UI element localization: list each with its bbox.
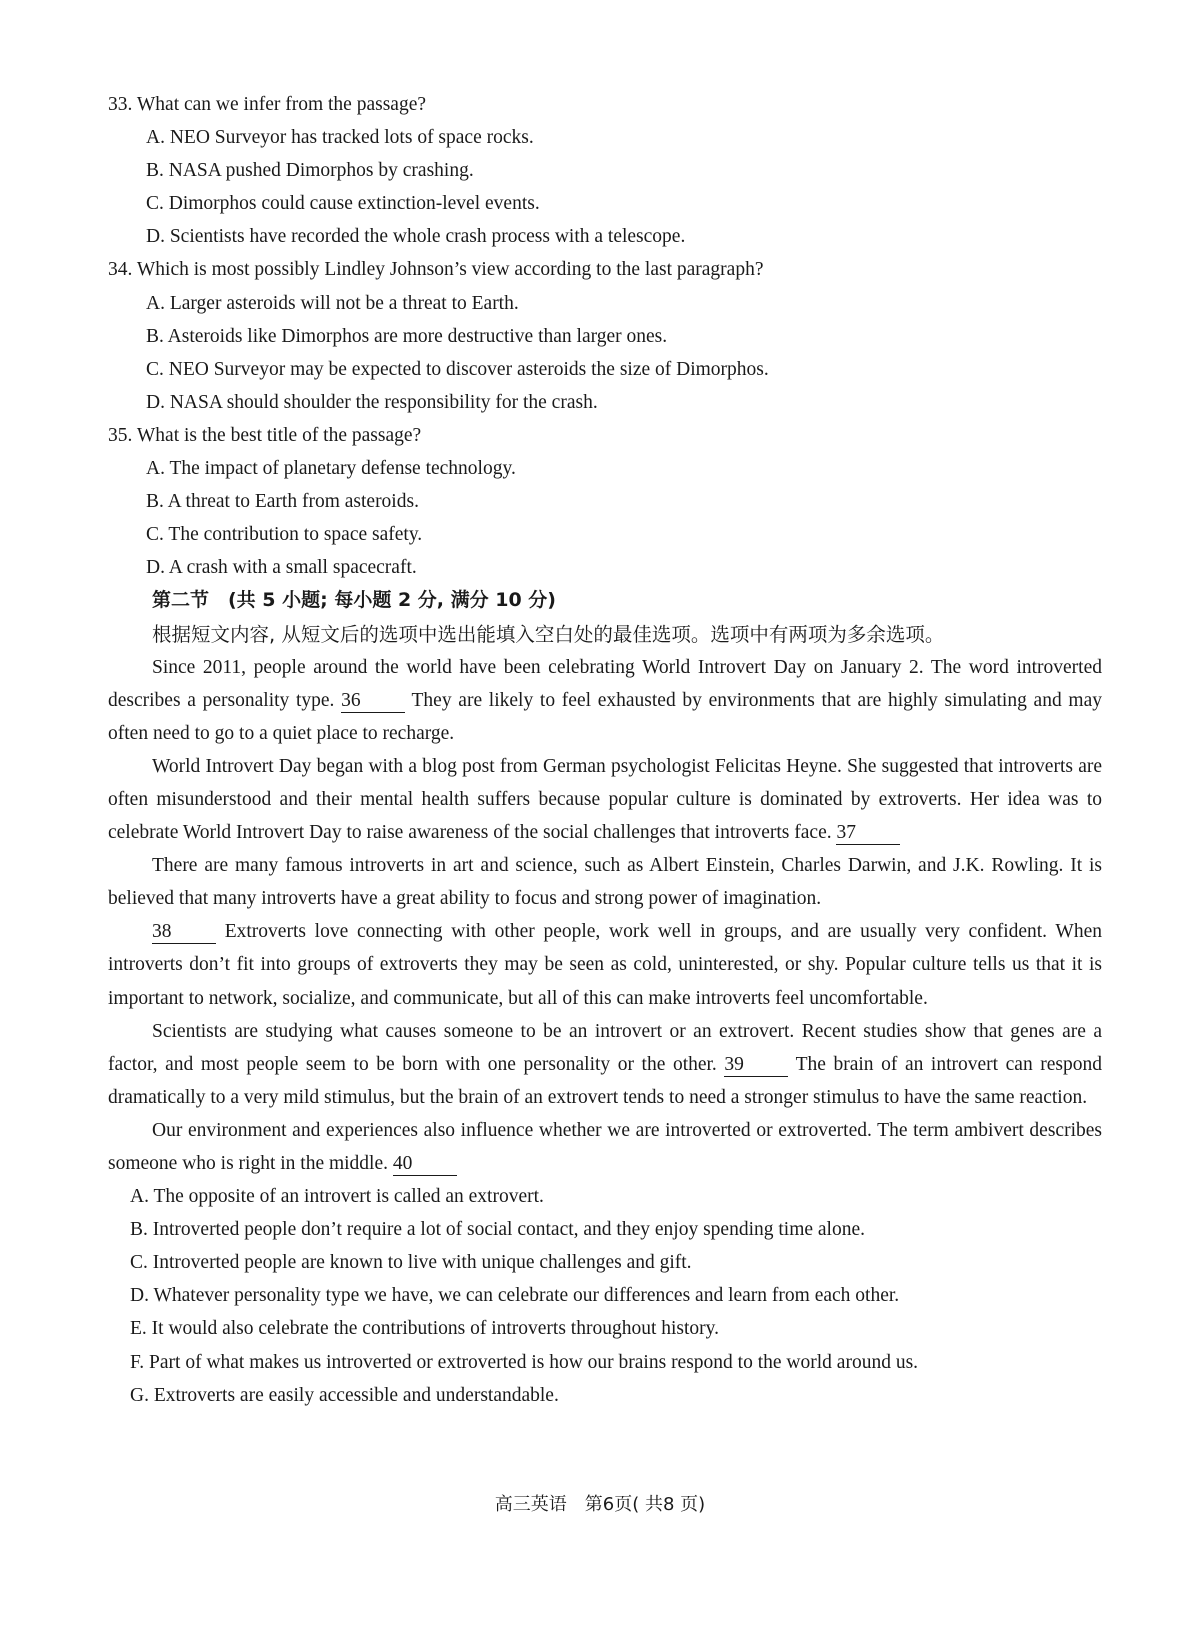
paragraph-text: World Introvert Day began with a blog post from German psychologist Felicitas Heyne. She suggested that introverts are often misunderstood and their mental health suffers because popular culture is dominated by extroverts. Her idea was to celebrate World Introvert Day to raise awareness of the social challenges that introverts face.	[108, 755, 1102, 844]
option-c: C. The contribution to space safety.	[146, 524, 423, 546]
passage	[108, 651, 1102, 1181]
answer-options	[108, 1180, 1102, 1412]
page-footer: 高三英语 第6页( 共8 页)	[494, 1494, 706, 1515]
paragraph-6	[108, 1114, 1102, 1180]
answer-option-e: E. It would also celebrate the contributions of introverts throughout history.	[130, 1318, 720, 1340]
option-c: C. Dimorphos could cause extinction-level events.	[146, 193, 540, 215]
paragraph-4	[108, 915, 1102, 1014]
blank-37: 37	[836, 822, 900, 845]
question-35	[108, 419, 1102, 584]
option-b: B. NASA pushed Dimorphos by crashing.	[146, 160, 474, 182]
question-stem: 33. What can we infer from the passage?	[108, 94, 427, 115]
paragraph-3	[108, 849, 1102, 915]
paragraph-2	[108, 750, 1102, 849]
question-34	[108, 253, 1102, 418]
option-d: D. Scientists have recorded the whole crash process with a telescope.	[146, 226, 686, 248]
blank-36: 36	[341, 690, 405, 713]
answer-option-g: G. Extroverts are easily accessible and understandable.	[130, 1384, 559, 1406]
answer-option-b: B. Introverted people don’t require a lot of social contact, and they enjoy spending time alone.	[130, 1219, 866, 1241]
paragraph-text: Since 2011, people around the world have been celebrating World Introvert Day on January 2. The word introverted describes a personality type.	[108, 656, 1102, 711]
paragraph-5	[108, 1015, 1102, 1114]
paragraph-text: The brain of an introvert can respond dramatically to a very mild stimulus, but the brain of an extrovert tends to need a stronger stimulus to have the same reaction.	[108, 1053, 1103, 1108]
paragraph-text: Scientists are studying what causes someone to be an introvert or an extrovert. Recent studies show that genes are a factor, and most people seem to be born with one personality or the other.	[108, 1020, 1102, 1075]
option-d: D. NASA should shoulder the responsibility for the crash.	[146, 391, 598, 413]
paragraph-1	[108, 651, 1102, 750]
option-a: A. NEO Surveyor has tracked lots of space rocks.	[146, 127, 534, 149]
question-33	[108, 88, 1102, 253]
section-instruction: 根据短文内容, 从短文后的选项中选出能填入空白处的最佳选项。选项中有两项为多余选项。	[152, 622, 945, 646]
option-b: B. Asteroids like Dimorphos are more destructive than larger ones.	[146, 325, 668, 347]
paragraph-text: Extroverts love connecting with other people, work well in groups, and are usually very confident. When introverts don’t fit into groups of extroverts they may be seen as cold, uninterested, or shy. Popular culture tells us that it is important to network, socialize, and communicate, but all of this can make introverts feel uncomfortable.	[108, 921, 1102, 1009]
question-stem: 34. Which is most possibly Lindley Johnson’s view according to the last paragraph?	[108, 259, 764, 281]
paragraph-text: Our environment and experiences also influence whether we are introverted or extroverted. The term ambivert describes someone who is right in the middle.	[108, 1119, 1102, 1174]
option-c: C. NEO Surveyor may be expected to discover asteroids the size of Dimorphos.	[146, 358, 769, 380]
answer-option-d: D. Whatever personality type we have, we can celebrate our differences and learn from each other.	[130, 1285, 900, 1307]
option-b: B. A threat to Earth from asteroids.	[146, 491, 419, 513]
blank-40: 40	[393, 1153, 457, 1176]
question-stem: 35. What is the best title of the passage?	[108, 424, 422, 446]
blank-39: 39	[724, 1054, 788, 1077]
blank-38: 38	[152, 921, 216, 944]
answer-option-f: F. Part of what makes us introverted or extroverted is how our brains respond to the world around us.	[130, 1351, 919, 1373]
paragraph-text: There are many famous introverts in art and science, such as Albert Einstein, Charles Darwin, and J.K. Rowling. It is believed that many introverts have a great ability to focus and strong power of imagination.	[108, 855, 1102, 910]
option-a: A. Larger asteroids will not be a threat to Earth.	[146, 292, 519, 314]
paragraph-text: They are likely to feel exhausted by environments that are highly simulating and may often need to go to a quiet place to recharge.	[108, 689, 1102, 744]
option-a: A. The impact of planetary defense technology.	[146, 458, 516, 480]
option-d: D. A crash with a small spacecraft.	[146, 557, 417, 579]
answer-option-a: A. The opposite of an introvert is called an extrovert.	[130, 1186, 544, 1208]
answer-option-c: C. Introverted people are known to live with unique challenges and gift.	[130, 1252, 692, 1274]
section-heading: 第二节 (共 5 小题; 每小题 2 分, 满分 10 分)	[152, 589, 556, 612]
